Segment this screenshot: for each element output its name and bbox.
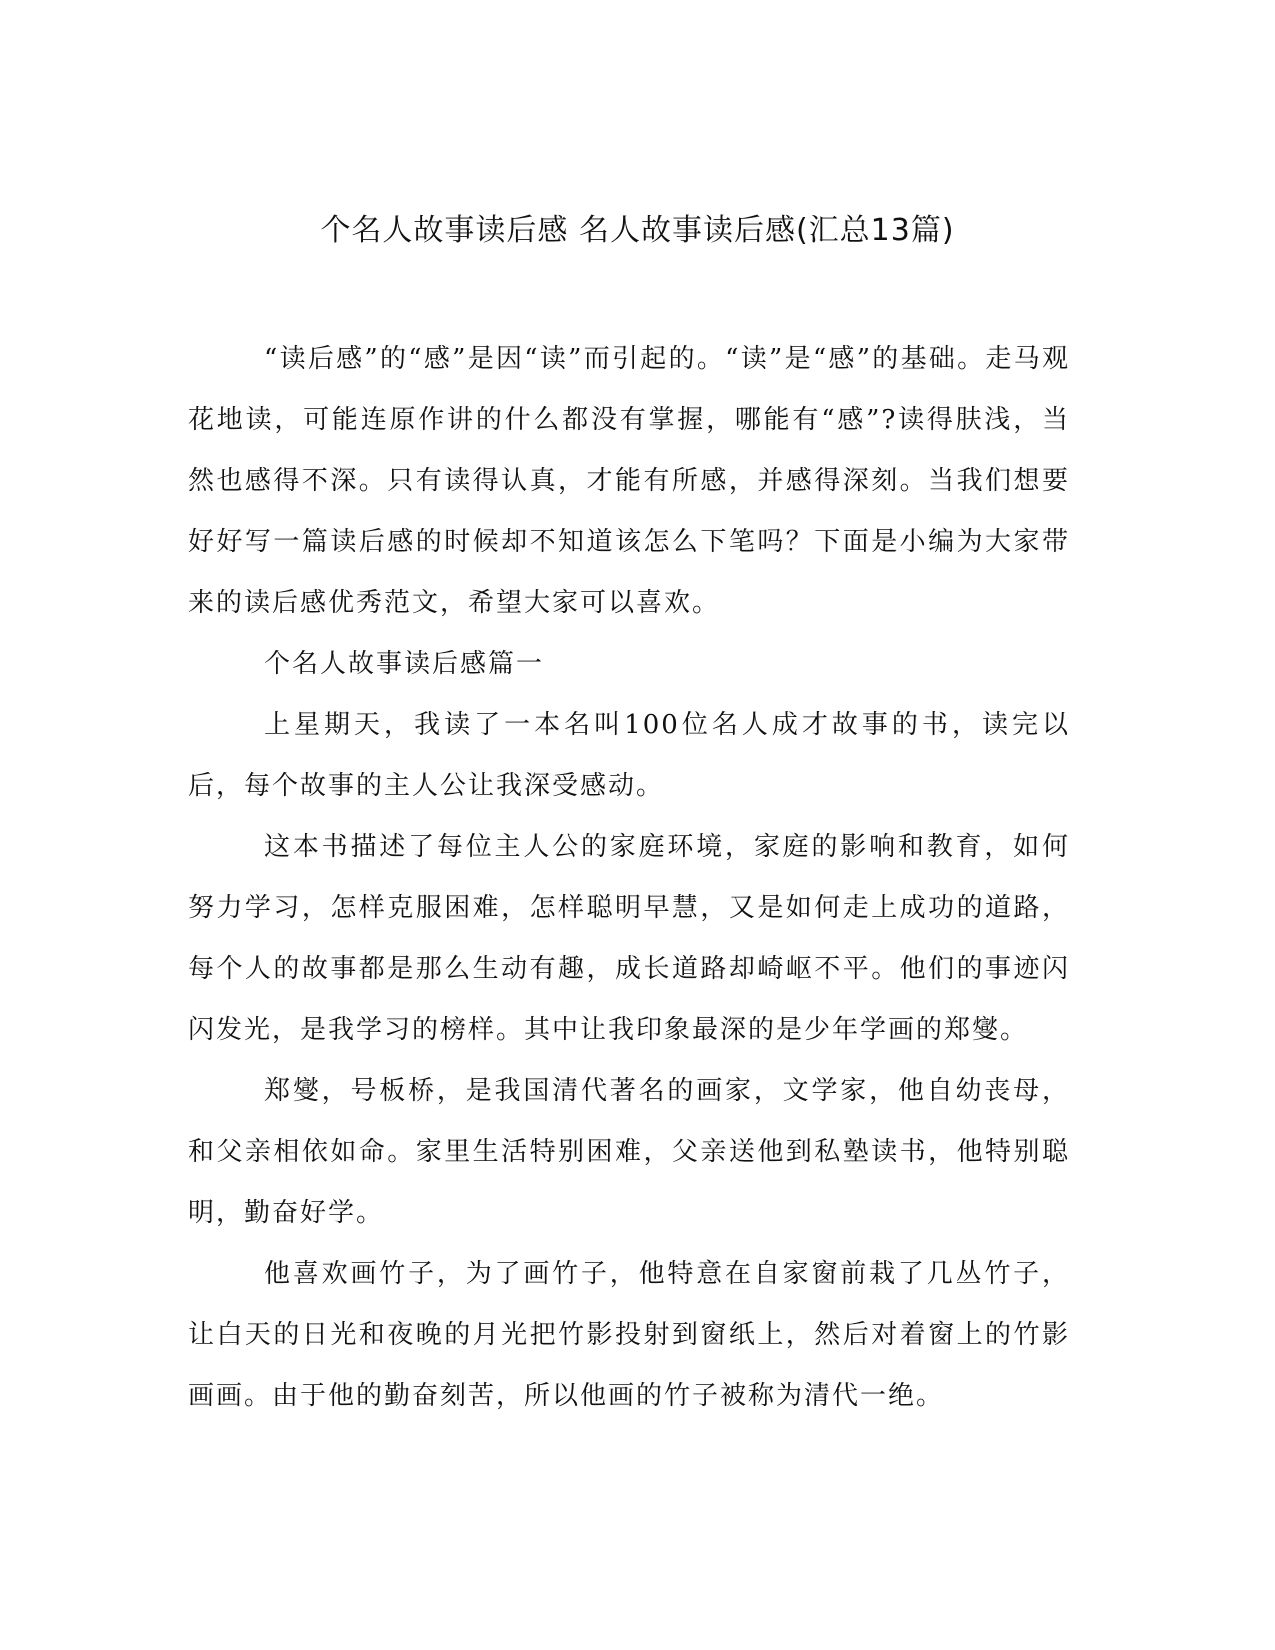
section-heading: 个名人故事读后感篇一 (264, 649, 545, 679)
paragraph: 上星期天，我读了一本名叫100位名人成才故事的书，读完以后，每个故事的主人公让我深受感动。 (188, 710, 1070, 801)
paragraph: 这本书描述了每位主人公的家庭环境，家庭的影响和教育，如何努力学习，怎样克服困难，怎样聪明早慧，又是如何走上成功的道路，每个人的故事都是那么生动有趣，成长道路却崎岖不平。他们的事迹闪闪发光，是我学习的榜样。其中让我印象最深的是少年学画的郑燮。 (188, 832, 1070, 1045)
document-body (188, 329, 1070, 1427)
paragraph: 郑燮，号板桥，是我国清代著名的画家，文学家，他自幼丧母，和父亲相依如命。家里生活特别困难，父亲送他到私塾读书，他特别聪明，勤奋好学。 (188, 1076, 1070, 1228)
paragraph: 他喜欢画竹子，为了画竹子，他特意在自家窗前栽了几丛竹子，让白天的日光和夜晚的月光把竹影投射到窗纸上，然后对着窗上的竹影画画。由于他的勤奋刻苦，所以他画的竹子被称为清代一绝。 (188, 1259, 1070, 1411)
paragraph-intro: “读后感”的“感”是因“读”而引起的。“读”是“感”的基础。走马观花地读，可能连原作讲的什么都没有掌握，哪能有“感”?读得肤浅，当然也感得不深。只有读得认真，才能有所感，并感得深刻。当我们想要好好写一篇读后感的时候却不知道该怎么下笔吗？下面是小编为大家带来的读后感优秀范文，希望大家可以喜欢。 (188, 344, 1070, 618)
document-title: 个名人故事读后感 名人故事读后感(汇总13篇) (320, 213, 955, 248)
